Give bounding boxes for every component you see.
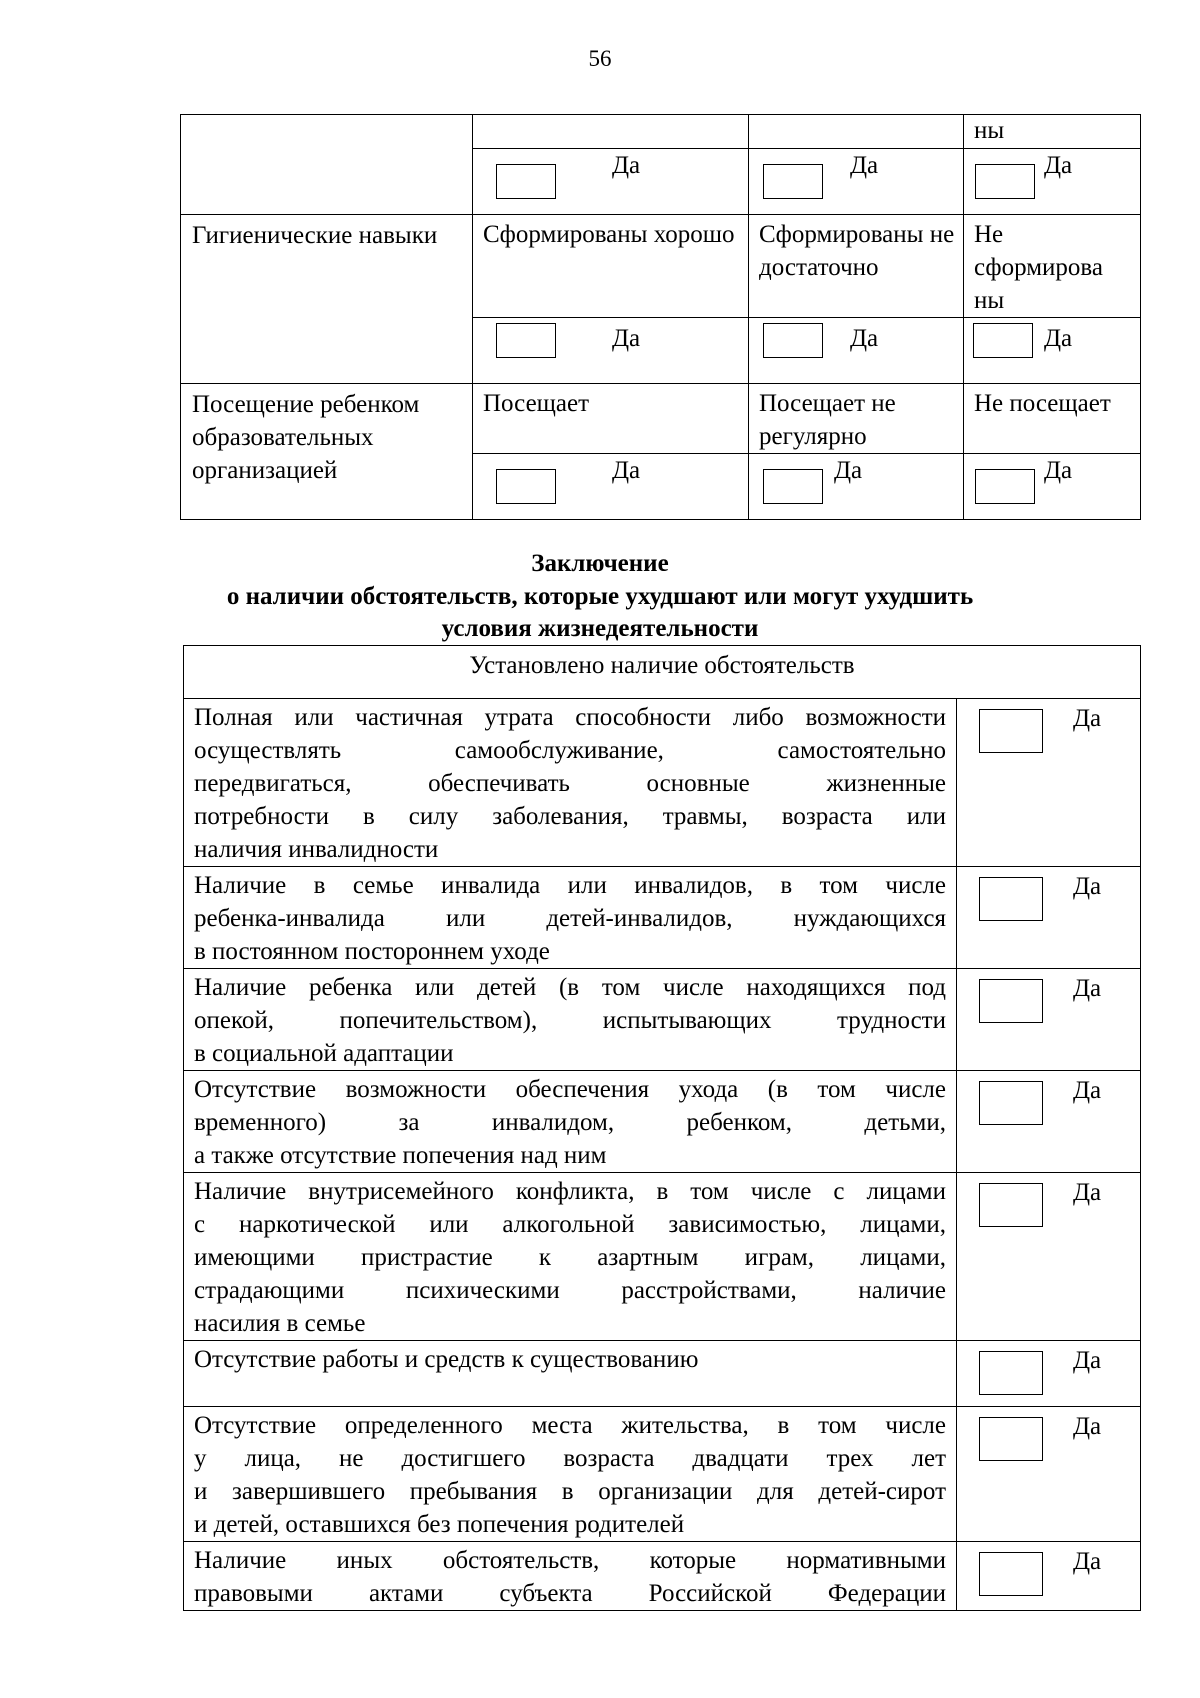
checkbox[interactable] bbox=[979, 877, 1043, 921]
option-cell: Не сформирова ны bbox=[964, 215, 1141, 318]
circumstance-line: временного) за инвалидом, ребенком, детьми, bbox=[194, 1109, 946, 1136]
circumstance-line: а также отсутствие попечения над ним bbox=[194, 1142, 607, 1169]
checkbox[interactable] bbox=[496, 469, 556, 504]
checkbox[interactable] bbox=[973, 323, 1033, 358]
circumstance-text bbox=[184, 867, 957, 969]
circumstance-line: наличия инвалидности bbox=[194, 836, 439, 863]
yes-label: Да bbox=[1073, 1179, 1102, 1206]
answer-cell bbox=[957, 969, 1141, 1071]
page-number: 56 bbox=[588, 46, 612, 71]
checkbox[interactable] bbox=[979, 1081, 1043, 1125]
yes-label: Да bbox=[1073, 873, 1102, 900]
answer-cell bbox=[749, 149, 964, 215]
criterion-label: Гигиенические навыки bbox=[181, 215, 473, 384]
circumstance-line: и детей, оставшихся без попечения родителей bbox=[194, 1511, 685, 1538]
conclusion-subtitle-2: условия жизнедеятельности bbox=[441, 615, 759, 642]
assessment-table bbox=[180, 114, 1141, 520]
answer-cell bbox=[964, 318, 1141, 384]
yes-label: Да bbox=[1044, 325, 1073, 352]
checkbox[interactable] bbox=[979, 1351, 1043, 1395]
circumstance-line: насилия в семье bbox=[194, 1310, 366, 1337]
table-row bbox=[184, 969, 1141, 1071]
answer-cell bbox=[473, 454, 749, 520]
circumstance-text bbox=[184, 1407, 957, 1542]
circumstance-text bbox=[184, 1341, 957, 1407]
answer-cell bbox=[957, 867, 1141, 969]
checkbox[interactable] bbox=[975, 164, 1035, 199]
table-row bbox=[181, 384, 1141, 454]
table-row bbox=[184, 1341, 1141, 1407]
circumstance-line: с наркотической или алкогольной зависимостью, лицами, bbox=[194, 1211, 946, 1238]
conclusion-title: Заключение bbox=[531, 550, 669, 577]
answer-cell bbox=[964, 149, 1141, 215]
circumstance-text bbox=[184, 1542, 957, 1611]
answer-cell bbox=[957, 699, 1141, 867]
table-header-row bbox=[184, 646, 1141, 699]
checkbox[interactable] bbox=[979, 979, 1043, 1023]
table-row bbox=[181, 215, 1141, 318]
circumstance-line: Наличие ребенка или детей (в том числе находящихся под bbox=[194, 974, 946, 1001]
table-row bbox=[184, 1071, 1141, 1173]
checkbox[interactable] bbox=[763, 469, 823, 504]
yes-label: Да bbox=[850, 152, 879, 179]
table-row bbox=[184, 867, 1141, 969]
answer-cell bbox=[957, 1407, 1141, 1542]
yes-label: Да bbox=[850, 325, 879, 352]
circumstance-line: страдающими психическими расстройствами, наличие bbox=[194, 1277, 946, 1304]
checkbox[interactable] bbox=[763, 164, 823, 199]
answer-cell bbox=[957, 1341, 1141, 1407]
circumstance-text bbox=[184, 969, 957, 1071]
answer-cell bbox=[957, 1173, 1141, 1341]
checkbox[interactable] bbox=[496, 323, 556, 358]
option-cell: Сформированы не достаточно bbox=[749, 215, 964, 318]
circumstance-text bbox=[184, 1071, 957, 1173]
circumstance-line: Отсутствие возможности обеспечения ухода (в том числе bbox=[194, 1076, 946, 1103]
checkbox[interactable] bbox=[979, 1417, 1043, 1461]
circumstance-line: Наличие внутрисемейного конфликта, в том числе с лицами bbox=[194, 1178, 946, 1205]
yes-label: Да bbox=[1073, 705, 1102, 732]
option-cell: Не посещает bbox=[964, 384, 1141, 454]
circumstance-line: Отсутствие работы и средств к существованию bbox=[194, 1346, 699, 1373]
circumstance-line: потребности в силу заболевания, травмы, возраста или bbox=[194, 803, 946, 830]
circumstance-line: и завершившего пребывания в организации для детей-сирот bbox=[194, 1478, 946, 1505]
circumstance-line: в социальной адаптации bbox=[194, 1040, 454, 1067]
yes-label: Да bbox=[1073, 1548, 1102, 1575]
checkbox[interactable] bbox=[763, 323, 823, 358]
answer-cell bbox=[749, 318, 964, 384]
circumstance-line: у лица, не достигшего возраста двадцати трех лет bbox=[194, 1445, 946, 1472]
answer-cell bbox=[473, 318, 749, 384]
circumstance-line: Отсутствие определенного места жительства, в том числе bbox=[194, 1412, 946, 1439]
yes-label: Да bbox=[612, 457, 641, 484]
option-cell: ны bbox=[964, 115, 1141, 149]
criterion-label: Посещение ребенком образовательных организацией bbox=[181, 384, 473, 520]
yes-label: Да bbox=[1073, 1077, 1102, 1104]
circumstance-line: Наличие в семье инвалида или инвалидов, в том числе bbox=[194, 872, 946, 899]
table-header: Установлено наличие обстоятельств bbox=[184, 646, 1141, 699]
answer-cell bbox=[473, 149, 749, 215]
circumstance-line: Наличие иных обстоятельств, которые нормативными bbox=[194, 1547, 946, 1574]
table-row bbox=[184, 1542, 1141, 1611]
table-row bbox=[184, 699, 1141, 867]
option-cell: Посещает не регулярно bbox=[749, 384, 964, 454]
circumstance-line: в постоянном постороннем уходе bbox=[194, 938, 550, 965]
option-cell: Сформированы хорошо bbox=[473, 215, 749, 318]
conclusion-table bbox=[183, 645, 1141, 1611]
checkbox[interactable] bbox=[979, 1183, 1043, 1227]
yes-label: Да bbox=[834, 457, 863, 484]
yes-label: Да bbox=[612, 152, 641, 179]
circumstance-text bbox=[184, 699, 957, 867]
answer-cell bbox=[749, 454, 964, 520]
circumstance-line: правовыми актами субъекта Российской Федерации bbox=[194, 1580, 946, 1607]
answer-cell bbox=[957, 1542, 1141, 1611]
yes-label: Да bbox=[1073, 1413, 1102, 1440]
circumstance-line: имеющими пристрастие к азартным играм, лицами, bbox=[194, 1244, 946, 1271]
answer-cell bbox=[964, 454, 1141, 520]
option-cell: Посещает bbox=[473, 384, 749, 454]
checkbox[interactable] bbox=[979, 1552, 1043, 1596]
checkbox[interactable] bbox=[975, 469, 1035, 504]
circumstance-text bbox=[184, 1173, 957, 1341]
circumstance-line: ребенка-инвалида или детей-инвалидов, нуждающихся bbox=[194, 905, 946, 932]
circumstance-line: передвигаться, обеспечивать основные жизненные bbox=[194, 770, 946, 797]
table-row bbox=[184, 1173, 1141, 1341]
circumstance-line: осуществлять самообслуживание, самостоятельно bbox=[194, 737, 946, 764]
circumstance-line: Полная или частичная утрата способности либо возможности bbox=[194, 704, 946, 731]
yes-label: Да bbox=[1044, 152, 1073, 179]
circumstance-line: опекой, попечительством), испытывающих трудности bbox=[194, 1007, 946, 1034]
table-row bbox=[181, 115, 1141, 149]
table-row bbox=[184, 1407, 1141, 1542]
checkbox[interactable] bbox=[979, 709, 1043, 753]
yes-label: Да bbox=[1073, 1347, 1102, 1374]
yes-label: Да bbox=[612, 325, 641, 352]
conclusion-subtitle: о наличии обстоятельств, которые ухудшают или могут ухудшить bbox=[226, 583, 974, 610]
checkbox[interactable] bbox=[496, 164, 556, 199]
yes-label: Да bbox=[1073, 975, 1102, 1002]
yes-label: Да bbox=[1044, 457, 1073, 484]
answer-cell bbox=[957, 1071, 1141, 1173]
